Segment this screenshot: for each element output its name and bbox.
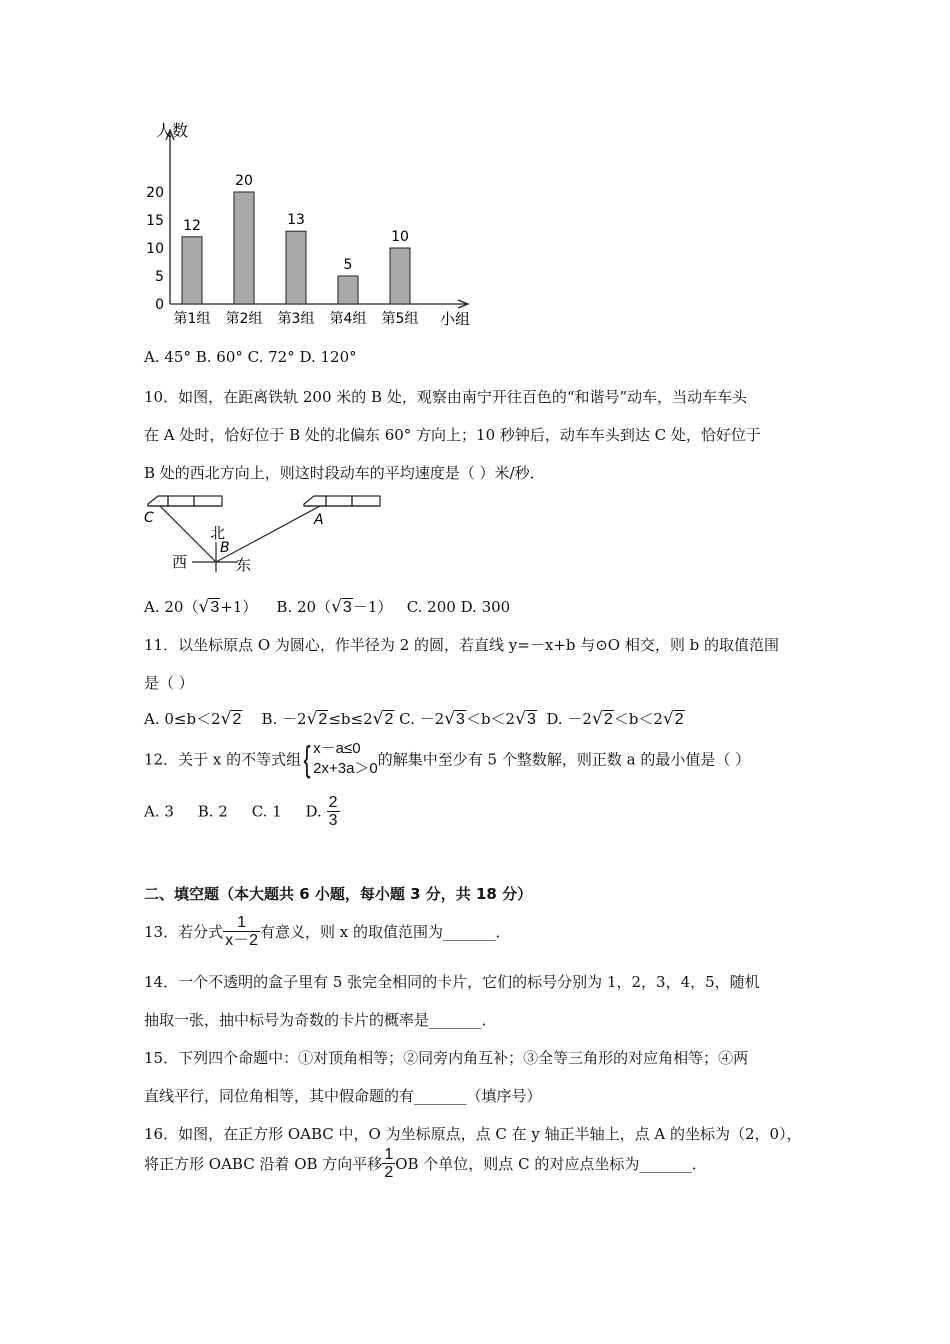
train-left: [148, 496, 222, 506]
q10-line1: 10．如图，在距离铁轨 200 米的 B 处，观察由南宁开往百色的“和谐号”动车，当动车车头: [144, 388, 748, 406]
x-tick-label: 第1组: [173, 311, 211, 327]
q9-options: A. 45° B. 60° C. 72° D. 120°: [144, 348, 357, 366]
bar: [182, 237, 202, 304]
y-tick-label: 15: [146, 213, 164, 229]
q10-figure: [140, 492, 390, 572]
bar: [390, 248, 410, 304]
bar: [234, 192, 254, 304]
q11-line2: 是（ ）: [144, 674, 194, 692]
y-tick-label: 0: [155, 297, 164, 313]
x-axis-label: 小组: [440, 310, 471, 328]
data-label: 10: [391, 229, 409, 245]
label-c: C: [144, 510, 154, 526]
bar: [338, 276, 358, 304]
data-label: 12: [183, 217, 201, 234]
train-right: [304, 496, 380, 506]
label-west: 西: [172, 553, 188, 571]
q14-line1: 14．一个不透明的盒子里有 5 张完全相同的卡片，它们的标号分别为 1，2，3，4，5，随机: [144, 973, 760, 991]
y-tick-label: 5: [155, 269, 164, 285]
q13-line: 13．若分式 $\frac{1}{x-2}$ 有意义，则 x 的取值范围为_______．: [144, 914, 511, 949]
q12-options: A. 3 B. 2 C. 1 D. $\frac{2}{3}$: [144, 794, 338, 829]
bar-chart: [140, 118, 480, 338]
data-label: 20: [235, 173, 253, 189]
x-tick-label: 第2组: [225, 311, 263, 327]
x-tick-label: 第4组: [329, 311, 367, 327]
label-b: B: [220, 540, 230, 556]
q15-line1: 15．下列四个命题中：①对顶角相等；②同旁内角互补；③全等三角形的对应角相等；④两: [144, 1049, 749, 1067]
line-ba: [216, 506, 320, 562]
label-a: A: [314, 512, 324, 528]
q12-line: 12．关于 x 的不等式组{ x－a≤0 2x+3a＞0 的解集中至少有 5 个整数解，则正数 a 的最小值是（ ）: [144, 738, 751, 779]
bar: [286, 231, 306, 304]
q16-line1: 16．如图，在正方形 OABC 中，O 为坐标原点，点 C 在 y 轴正半轴上，点 A 的坐标为（2，0），: [144, 1125, 802, 1143]
x-tick-label: 第5组: [381, 311, 419, 327]
q11-options: A. 0≤b＜2√2 B. －2√2≤b≤2√2 C. －2√3＜b＜2√3 D. －2√2＜b＜2√2: [144, 709, 684, 729]
y-tick-label: 20: [146, 185, 164, 201]
label-north: 北: [210, 524, 226, 542]
q11-line1: 11．以坐标原点 O 为圆心，作半径为 2 的圆，若直线 y=－x+b 与⊙O 相交，则 b 的取值范围: [144, 636, 779, 654]
line-bc: [160, 506, 216, 562]
data-label: 5: [343, 257, 353, 273]
q10-line2: 在 A 处时，恰好位于 B 处的北偏东 60° 方向上；10 秒钟后，动车车头到达 C 处，恰好位于: [144, 426, 761, 444]
x-tick-label: 第3组: [277, 311, 315, 327]
y-tick-label: 10: [146, 241, 164, 257]
q10-line3: B 处的西北方向上，则这时段动车的平均速度是（ ）米/秒．: [144, 464, 545, 482]
section2-title: 二、填空题（本大题共 6 小题，每小题 3 分，共 18 分）: [144, 885, 533, 903]
q14-line2: 抽取一张，抽中标号为奇数的卡片的概率是_______．: [144, 1011, 497, 1029]
q16-line2: 将正方形 OABC 沿着 OB 方向平移 $\frac{1}{2}$ OB 个单位，则点 C 的对应点坐标为_______．: [144, 1146, 707, 1181]
data-label: 13: [287, 212, 305, 229]
y-axis-label: 人数: [156, 121, 189, 140]
q15-line2: 直线平行，同位角相等，其中假命题的有_______（填序号）: [144, 1087, 542, 1105]
q10-options: A. 20（√3+1） B. 20（√3－1） C. 200 D. 300: [144, 597, 511, 617]
label-east: 东: [236, 556, 252, 572]
